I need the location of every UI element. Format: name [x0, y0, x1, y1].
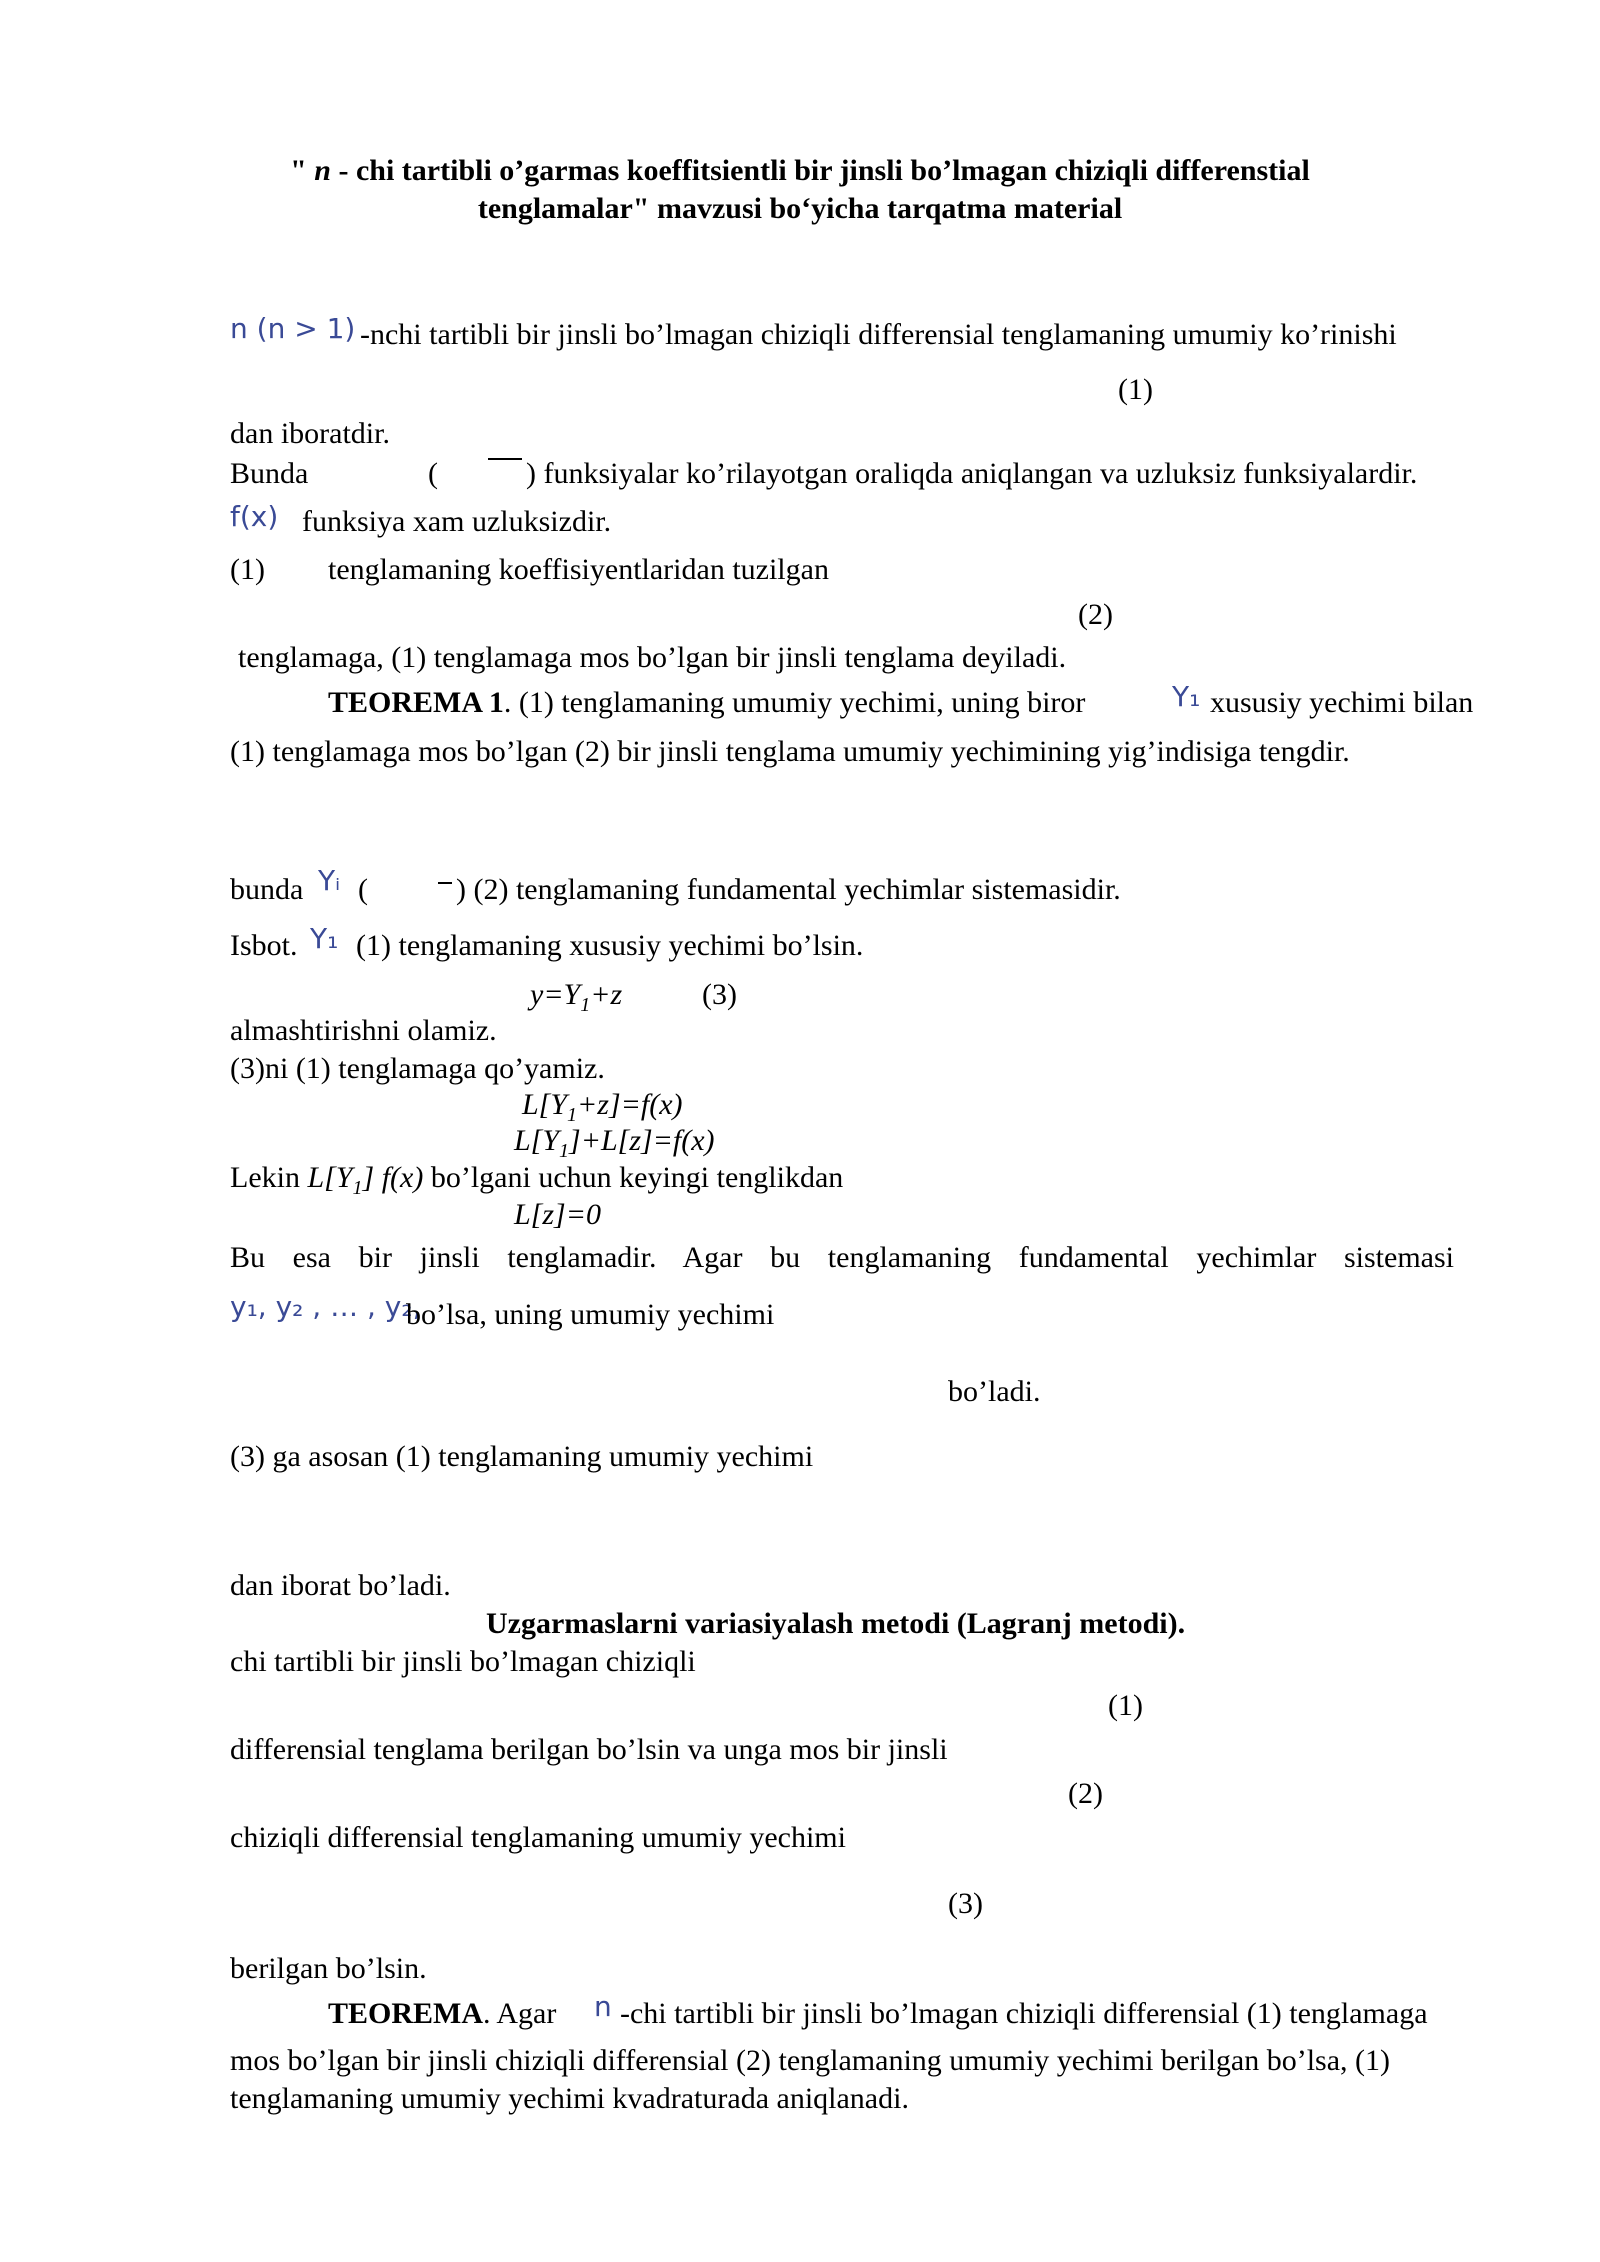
koeff-text: tenglamaning koeffisiyentlaridan tuzilgan: [328, 553, 829, 586]
math-n: n: [594, 1990, 612, 2023]
almash-text: almashtirishni olamiz.: [230, 1014, 497, 1047]
math-yseq: y₁, y₂ , … , y₂,: [230, 1290, 422, 1323]
theorem2-line-1: -chi tartibli bir jinsli bo’lmagan chiziqli differensial (1) tenglamaga: [620, 1997, 1428, 2030]
bunda2-rest: ) (2) tenglamaning fundamental yechimlar sistemasidir.: [456, 873, 1121, 906]
overline-mark: [488, 458, 522, 460]
one-label: (1): [230, 553, 265, 586]
eq-l1: $L[Y_1+z]=f(x)$: [522, 1088, 683, 1126]
bunda-paren: (: [428, 457, 438, 490]
lagrange-diff: differensial tenglama berilgan bo’lsin va unga mos bir jinsli: [230, 1733, 948, 1766]
dan-iborat-text: dan iborat bo’ladi.: [230, 1569, 451, 1602]
isbot-label: Isbot.: [230, 929, 298, 962]
eq-number-2: (2): [1078, 598, 1113, 631]
lagrange-eq2: (2): [1068, 1777, 1103, 1810]
asosan-text: (3) ga asosan (1) tenglamaning umumiy yechimi: [230, 1440, 814, 1473]
eq-lz: L[z]=0: [514, 1198, 601, 1231]
fx-text: funksiya xam uzluksizdir.: [302, 505, 612, 538]
theorem2-label: TEOREMA: [328, 1997, 484, 2030]
lagrange-heading: Uzgarmaslarni variasiyalash metodi (Lagranj metodi).: [486, 1607, 1186, 1640]
dan-iboratdir: dan iboratdir.: [230, 417, 390, 450]
bunda2-paren: (: [358, 873, 368, 906]
math-n-gt-1: n (n > 1): [230, 312, 356, 345]
bunda2-label: bunda: [230, 873, 304, 906]
isbot-text: (1) tenglamaning xususiy yechimi bo’lsin.: [356, 929, 864, 962]
boladi-text: bo’ladi.: [948, 1375, 1041, 1408]
mos-text: tenglamaga, (1) tenglamaga mos bo’lgan bir jinsli tenglama deyiladi.: [238, 641, 1067, 674]
math-Y1-a: Y₁: [1172, 680, 1201, 713]
theorem1-line-1: TEOREMA 1. (1) tenglamaning umumiy yechimi, uning biror: [328, 686, 1086, 719]
math-Y1-b: Y₁: [310, 922, 339, 955]
bunda-label: Bunda: [230, 457, 309, 490]
title-n: n: [314, 154, 331, 187]
lagrange-eq3: (3): [948, 1887, 983, 1920]
lagrange-chi: chi tartibli bir jinsli bo’lmagan chiziqli: [230, 1645, 696, 1678]
eq-l2: $L[Y_1]+L[z]=f(x)$: [514, 1124, 715, 1162]
title-line-2: tenglamalar" mavzusi bo‘yicha tarqatma material: [477, 192, 1123, 225]
lagrange-chiz: chiziqli differensial tenglamaning umumiy yechimi: [230, 1821, 846, 1854]
qoyamiz-text: (3)ni (1) tenglamaga qo’yamiz.: [230, 1052, 605, 1085]
eq-number-1: (1): [1118, 373, 1153, 406]
math-fx: f(x): [230, 500, 279, 533]
lekin-line: Lekin $L[Y_1]$ f(x) bo’lgani uchun keyingi tenglikdan: [230, 1161, 844, 1199]
lagrange-eq1: (1): [1108, 1689, 1143, 1722]
theorem1-line-1b: xususiy yechimi bilan: [1210, 686, 1474, 719]
bunda-rest: ) funksiyalar ko’rilayotgan oraliqda aniqlangan va uzluksiz funksiyalardir.: [526, 457, 1418, 490]
theorem1-line-2: (1) tenglamaga mos bo’lgan (2) bir jinsli tenglama umumiy yechimining yig’indisiga tengdir.: [230, 735, 1350, 768]
eq3-formula: $y=Y_1+z$: [530, 978, 623, 1016]
theorem2-line-3: tenglamaning umumiy yechimi kvadraturada aniqlanadi.: [230, 2082, 909, 2115]
theorem1-label: TEOREMA 1: [328, 686, 504, 719]
theorem2-line-2: mos bo’lgan bir jinsli chiziqli differensial (2) tenglamaning umumiy yechimi berilgan bo’lsa, (1): [230, 2044, 1391, 2077]
bolsa-text: bo’lsa, uning umumiy yechimi: [406, 1298, 775, 1331]
math-Yi: Yᵢ: [318, 864, 341, 897]
eq3-number: (3): [702, 978, 737, 1011]
theorem2-start: TEOREMA. Agar: [328, 1997, 557, 2030]
overline-mark-2: [438, 882, 452, 884]
intro-text: -nchi tartibli bir jinsli bo’lmagan chiziqli differensial tenglamaning umumiy ko’rinishi: [360, 318, 1397, 351]
title-line-1: " n - chi tartibli o’garmas koeffitsientli bir jinsli bo’lmagan chiziqli differenstial: [290, 154, 1310, 187]
lagrange-berilgan: berilgan bo’lsin.: [230, 1952, 427, 1985]
bu-esa-text: Bu esa bir jinsli tenglamadir. Agar bu tenglamaning fundamental yechimlar sistemasi: [230, 1241, 1454, 1274]
